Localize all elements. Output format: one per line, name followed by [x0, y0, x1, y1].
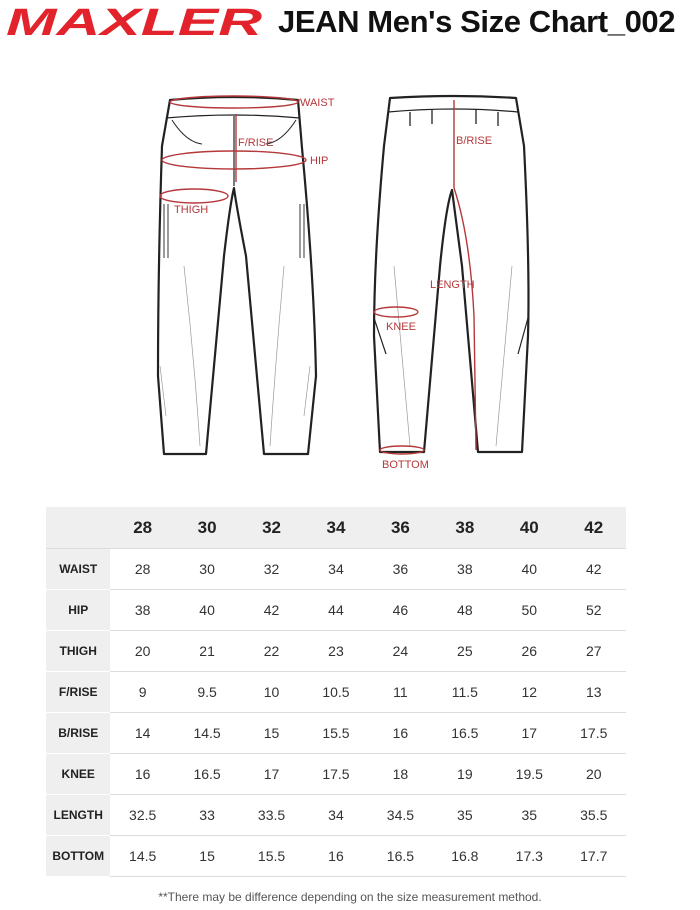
table-row [46, 590, 626, 631]
table-cell: 16.5 [433, 713, 497, 754]
table-cell: 23 [304, 631, 368, 672]
b-rise-label: B/RISE [456, 135, 493, 147]
size-header-40: 40 [497, 507, 561, 549]
size-table [46, 507, 626, 877]
size-header-34: 34 [304, 507, 368, 549]
table-cell: 10 [239, 672, 303, 713]
size-table-body [46, 549, 626, 877]
table-row [46, 795, 626, 836]
table-cell: 32.5 [110, 795, 174, 836]
table-cell: 44 [304, 590, 368, 631]
table-cell: 33 [175, 795, 239, 836]
table-cell: 25 [433, 631, 497, 672]
size-header-36: 36 [368, 507, 432, 549]
table-cell: 14.5 [175, 713, 239, 754]
thigh-label: THIGH [174, 204, 209, 216]
table-row [46, 754, 626, 795]
table-cell: 21 [175, 631, 239, 672]
table-cell: 17.3 [497, 836, 561, 877]
table-cell: 19 [433, 754, 497, 795]
table-cell: 34 [304, 549, 368, 590]
table-cell: 17 [239, 754, 303, 795]
table-row [46, 631, 626, 672]
header [0, 0, 700, 48]
table-cell: 38 [110, 590, 174, 631]
size-header-28: 28 [110, 507, 174, 549]
table-cell: 26 [497, 631, 561, 672]
table-cell: 50 [497, 590, 561, 631]
table-cell: 36 [368, 549, 432, 590]
table-cell: 22 [239, 631, 303, 672]
knee-label: KNEE [386, 321, 416, 333]
table-cell: 28 [110, 549, 174, 590]
table-cell: 15 [175, 836, 239, 877]
table-row [46, 549, 626, 590]
row-label: HIP [46, 590, 110, 631]
table-cell: 17.7 [562, 836, 627, 877]
table-cell: 38 [433, 549, 497, 590]
table-cell: 19.5 [497, 754, 561, 795]
table-cell: 20 [562, 754, 627, 795]
row-label: WAIST [46, 549, 110, 590]
table-cell: 15.5 [304, 713, 368, 754]
row-label: B/RISE [46, 713, 110, 754]
bottom-label: BOTTOM [382, 459, 429, 471]
table-cell: 30 [175, 549, 239, 590]
size-header-row [46, 507, 626, 549]
table-cell: 40 [175, 590, 239, 631]
table-cell: 27 [562, 631, 627, 672]
table-cell: 34 [304, 795, 368, 836]
table-cell: 34.5 [368, 795, 432, 836]
table-cell: 40 [497, 549, 561, 590]
row-label: LENGTH [46, 795, 110, 836]
table-cell: 33.5 [239, 795, 303, 836]
row-label: THIGH [46, 631, 110, 672]
table-cell: 18 [368, 754, 432, 795]
table-cell: 15 [239, 713, 303, 754]
table-cell: 24 [368, 631, 432, 672]
table-cell: 32 [239, 549, 303, 590]
size-header-42: 42 [562, 507, 627, 549]
table-cell: 11.5 [433, 672, 497, 713]
row-label: KNEE [46, 754, 110, 795]
corner-cell [46, 507, 110, 549]
table-cell: 42 [239, 590, 303, 631]
table-cell: 35.5 [562, 795, 627, 836]
maxler-logo [4, 2, 266, 42]
table-cell: 13 [562, 672, 627, 713]
row-label: BOTTOM [46, 836, 110, 877]
table-cell: 12 [497, 672, 561, 713]
table-cell: 16 [368, 713, 432, 754]
table-cell: 35 [497, 795, 561, 836]
table-cell: 17.5 [304, 754, 368, 795]
table-cell: 48 [433, 590, 497, 631]
table-cell: 10.5 [304, 672, 368, 713]
hip-label: HIP [310, 155, 329, 167]
logo-text: MAXLER [6, 2, 263, 42]
table-cell: 11 [368, 672, 432, 713]
f-rise-label: F/RISE [238, 137, 274, 149]
table-cell: 46 [368, 590, 432, 631]
page-title: JEAN Men's Size Chart_002 [278, 4, 676, 39]
waist-label: WAIST [300, 97, 335, 109]
table-cell: 14.5 [110, 836, 174, 877]
table-row [46, 836, 626, 877]
size-header-30: 30 [175, 507, 239, 549]
table-cell: 17.5 [562, 713, 627, 754]
table-cell: 52 [562, 590, 627, 631]
table-cell: 15.5 [239, 836, 303, 877]
size-header-38: 38 [433, 507, 497, 549]
table-cell: 16.8 [433, 836, 497, 877]
table-cell: 35 [433, 795, 497, 836]
table-cell: 16.5 [175, 754, 239, 795]
row-label: F/RISE [46, 672, 110, 713]
size-header-32: 32 [239, 507, 303, 549]
table-cell: 16 [304, 836, 368, 877]
footnote: **There may be difference depending on the size measurement method. [158, 890, 542, 904]
table-cell: 16 [110, 754, 174, 795]
pants-illustration [140, 86, 550, 478]
length-label: LENGTH [430, 279, 475, 291]
table-row [46, 713, 626, 754]
back-pants-drawing [374, 96, 529, 452]
table-cell: 14 [110, 713, 174, 754]
table-cell: 20 [110, 631, 174, 672]
table-cell: 17 [497, 713, 561, 754]
table-cell: 16.5 [368, 836, 432, 877]
table-cell: 42 [562, 549, 627, 590]
table-cell: 9 [110, 672, 174, 713]
table-row [46, 672, 626, 713]
table-cell: 9.5 [175, 672, 239, 713]
